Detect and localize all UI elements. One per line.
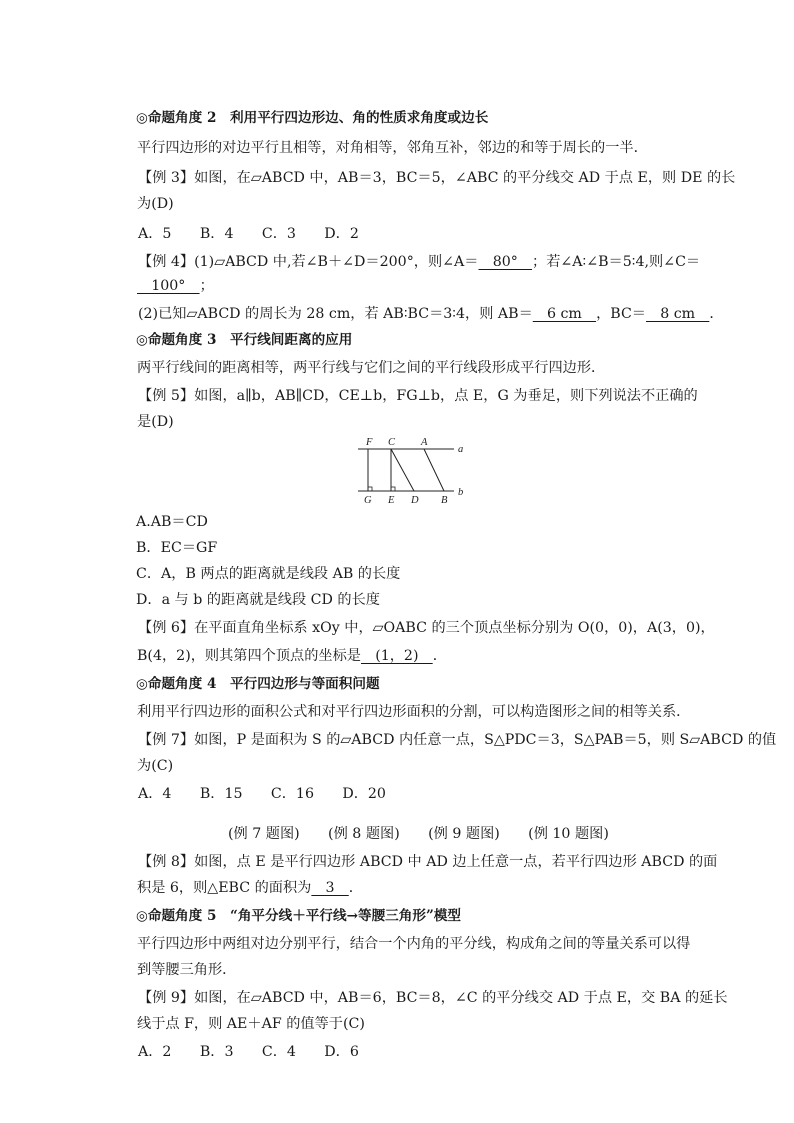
text-segment: ． bbox=[348, 880, 363, 896]
text-segment: ，BC＝ bbox=[596, 306, 646, 322]
text-segment: (2)已知▱ABCD 的周长为 28 cm，若 AB∶BC＝3∶4，则 AB＝ bbox=[138, 306, 533, 322]
label-b: B bbox=[441, 495, 448, 506]
text-segment: ； bbox=[199, 278, 214, 294]
example-5-option-d: D．a 与 b 的距离就是线段 CD 的长度 bbox=[136, 592, 380, 608]
text-line: 平行四边形的对边平行且相等，对角相等，邻角互补，邻边的和等于周长的一半． bbox=[137, 140, 648, 156]
figure-captions: (例 7 题图) (例 8 题图) (例 9 题图) (例 10 题图) bbox=[228, 826, 609, 842]
example-7-question: 【例 7】如图，P 是面积为 S 的▱ABCD 内任意一点，S△PDC＝3，S△PAB＝5，则 S▱ABCD 的值 bbox=[138, 732, 777, 748]
text-segment: ；若∠A∶∠B＝5∶4,则∠C＝ bbox=[532, 254, 701, 270]
example-6-question: 【例 6】在平面直角坐标系 xOy 中，▱OABC 的三个顶点坐标分别为 O(0，0)，A(3，0)， bbox=[138, 620, 715, 636]
example-9-answer: 线于点 F，则 AE＋AF 的值等于(C) bbox=[137, 1016, 365, 1032]
answer-blank: 3 bbox=[311, 880, 349, 896]
example-4-part-2 bbox=[0, 304, 794, 324]
heading-angle-4: ◎命题角度 4 平行四边形与等面积问题 bbox=[136, 676, 380, 692]
text-line: 利用平行四边形的面积公式和对平行四边形面积的分割，可以构造图形之间的相等关系． bbox=[137, 704, 691, 720]
example-9-question: 【例 9】如图，在▱ABCD 中，AB＝6，BC＝8，∠C 的平分线交 AD 于点 E，交 BA 的延长 bbox=[138, 990, 728, 1006]
right-angle-mark-e bbox=[391, 487, 395, 491]
text-segment: 【例 4】(1)▱ABCD 中,若∠B＋∠D＝200°，则∠A＝ bbox=[138, 254, 479, 270]
example-5-option-a: A.AB＝CD bbox=[136, 514, 208, 530]
text-segment: ． bbox=[432, 648, 447, 664]
label-d: D bbox=[411, 495, 419, 506]
example-6-answer-line bbox=[0, 646, 794, 666]
example-3-question: 【例 3】如图，在▱ABCD 中，AB＝3，BC＝5，∠ABC 的平分线交 AD 于点 E，则 DE 的长 bbox=[138, 170, 736, 186]
heading-angle-2: ◎命题角度 2 利用平行四边形边、角的性质求角度或边长 bbox=[136, 110, 489, 126]
example-7-answer: 为(C) bbox=[137, 758, 174, 774]
answer-blank: 8 cm bbox=[646, 306, 710, 322]
label-e: E bbox=[388, 495, 395, 506]
example-3-options: A．5 B．4 C．3 D．2 bbox=[138, 226, 359, 242]
example-5-answer: 是(D) bbox=[137, 414, 174, 430]
segment-ab bbox=[424, 449, 444, 491]
heading-angle-3: ◎命题角度 3 平行线间距离的应用 bbox=[136, 332, 353, 348]
text-segment: B(4，2)，则其第四个顶点的坐标是 bbox=[137, 648, 361, 664]
label-f: F bbox=[366, 437, 373, 448]
example-4-part-1-cont bbox=[0, 276, 794, 296]
label-c: C bbox=[388, 437, 396, 448]
answer-blank: 100° bbox=[137, 278, 200, 294]
label-line-a: a bbox=[458, 444, 464, 455]
example-5-question: 【例 5】如图，a∥b，AB∥CD，CE⊥b，FG⊥b，点 E，G 为垂足，则下列说法不正确的 bbox=[138, 388, 698, 404]
example-9-options: A．2 B．3 C．4 D．6 bbox=[138, 1044, 359, 1060]
label-line-b: b bbox=[458, 487, 464, 498]
heading-angle-5: ◎命题角度 5 “角平分线＋平行线→等腰三角形”模型 bbox=[136, 908, 461, 924]
text-line: 平行四边形中两组对边分别平行，结合一个内角的平分线，构成角之间的等量关系可以得 bbox=[137, 936, 691, 952]
example-5-option-c: C．A，B 两点的距离就是线段 AB 的长度 bbox=[136, 566, 401, 582]
answer-blank: 80° bbox=[478, 254, 533, 270]
label-a: A bbox=[421, 437, 428, 448]
example-8-question: 【例 8】如图，点 E 是平行四边形 ABCD 中 AD 边上任意一点，若平行四边形 ABCD 的面 bbox=[138, 854, 718, 870]
example-8-answer-line bbox=[0, 878, 794, 898]
example-5-option-b: B．EC＝GF bbox=[136, 540, 218, 556]
segment-cd bbox=[391, 449, 414, 491]
text-line: 到等腰三角形． bbox=[137, 962, 237, 978]
example-7-options: A．4 B．15 C．16 D．20 bbox=[138, 786, 386, 802]
answer-blank: (1，2) bbox=[361, 648, 433, 664]
example-3-answer: 为(D) bbox=[137, 196, 174, 212]
text-segment: ． bbox=[709, 306, 724, 322]
text-segment: 积是 6，则△EBC 的面积为 bbox=[137, 880, 312, 896]
label-g: G bbox=[364, 495, 372, 506]
parallel-lines-figure bbox=[356, 436, 468, 506]
text-line: 两平行线间的距离相等，两平行线与它们之间的平行线段形成平行四边形． bbox=[137, 360, 606, 376]
right-angle-mark-g bbox=[368, 487, 372, 491]
answer-blank: 6 cm bbox=[532, 306, 597, 322]
example-4-part-1 bbox=[0, 252, 794, 272]
